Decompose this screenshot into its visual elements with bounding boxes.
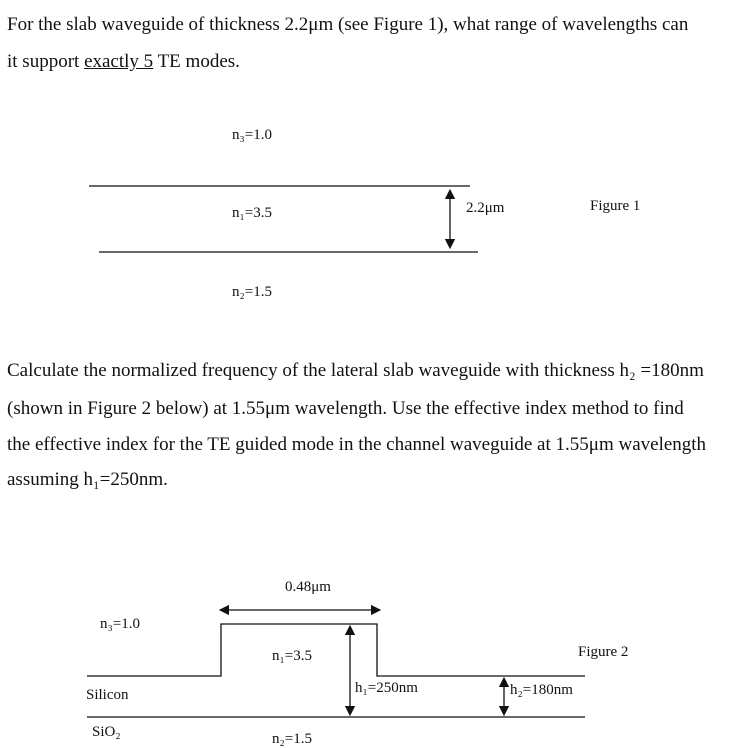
figure1-n3-label: n₃=1.0 — [232, 127, 272, 143]
figure2-caption: Figure 2 — [578, 644, 629, 660]
figure2-sio2-label: SiO₂ — [92, 724, 121, 740]
figure2-n1-label: n₁=3.5 — [272, 648, 312, 664]
figure2-h2-label: h₂=180nm — [510, 682, 573, 698]
question1-line2-post: TE modes. — [153, 51, 240, 72]
figure1-n1-label: n₁=3.5 — [232, 205, 272, 221]
question1-line2-pre: it support — [7, 51, 85, 72]
question2-line2: (shown in Figure 2 below) at 1.55μm wavelength. Use the effective index method to find — [7, 398, 684, 419]
figure2-width-label: 0.48μm — [285, 579, 331, 595]
figure2-n2-label: n₂=1.5 — [272, 731, 312, 747]
question1-line1: For the slab waveguide of thickness 2.2μm (see Figure 1), what range of wavelengths can — [7, 14, 689, 35]
figure2-h1-label: h₁=250nm — [355, 680, 418, 696]
question1-underlined: exactly 5 — [84, 51, 154, 72]
question2-line4: assuming h₁=250nm. — [7, 469, 168, 490]
figure2-silicon-label: Silicon — [86, 687, 129, 703]
question2-line1: Calculate the normalized frequency of the lateral slab waveguide with thickness h₂ =180nm — [7, 360, 704, 381]
figure2-n3-label: n₃=1.0 — [100, 616, 140, 632]
figure1-n2-label: n₂=1.5 — [232, 284, 272, 300]
figure1-caption: Figure 1 — [590, 198, 641, 214]
question2-line3: the effective index for the TE guided mode in the channel waveguide at 1.55μm wavelength — [7, 434, 707, 455]
figure1-thickness-label: 2.2μm — [466, 200, 505, 216]
figure2-rib-outline — [87, 624, 585, 676]
